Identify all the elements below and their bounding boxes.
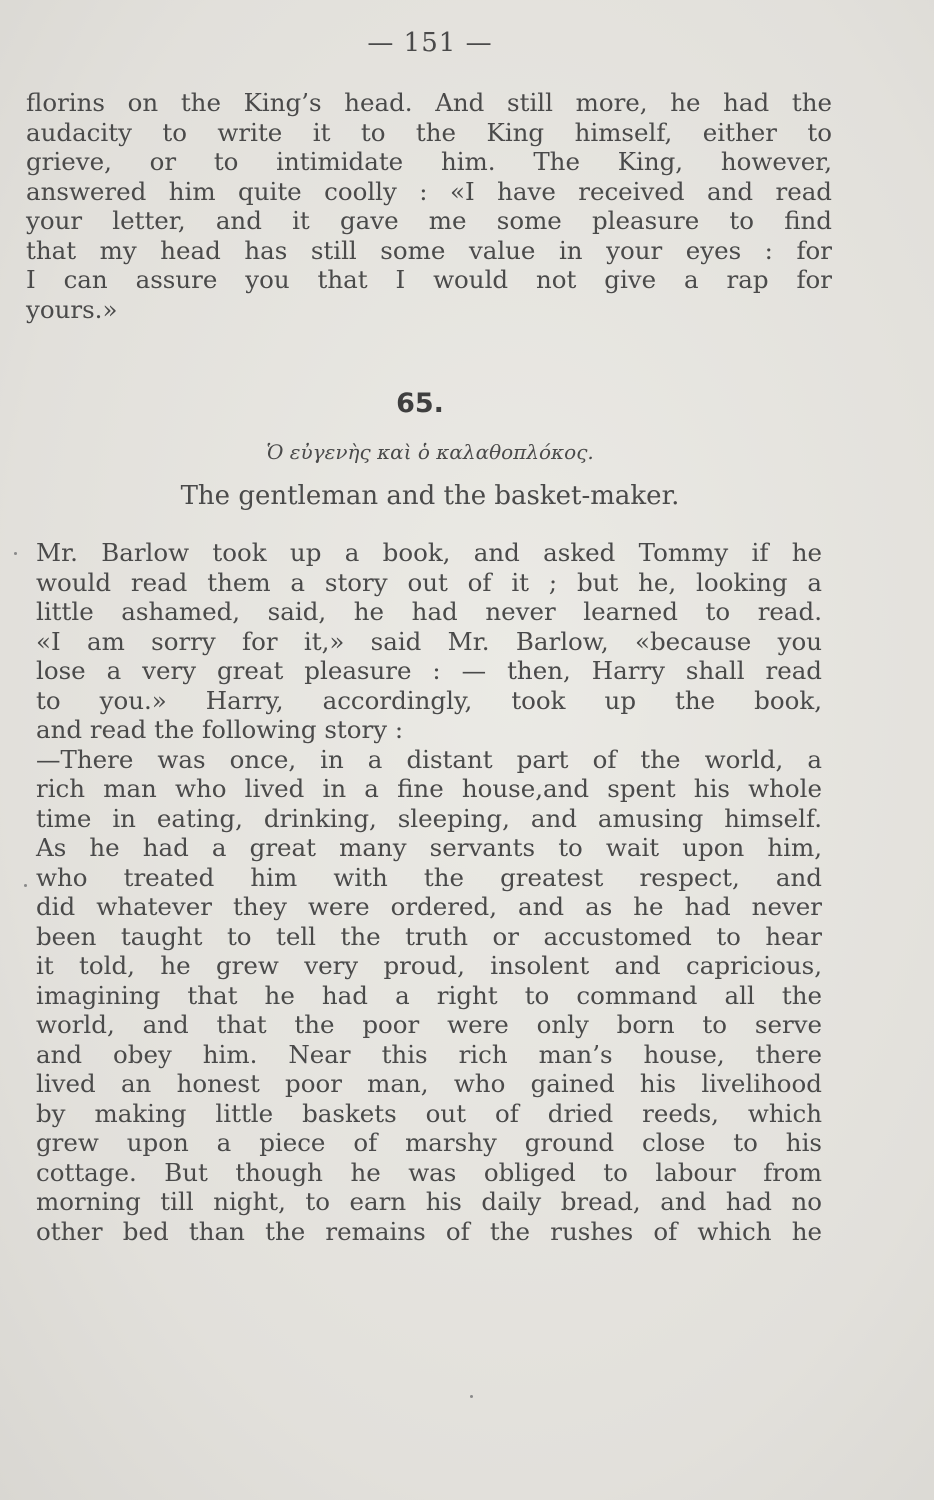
text-line: little ashamed, said, he had never learned to read. — [36, 597, 822, 626]
ink-speck — [470, 1395, 473, 1398]
text-line: grew upon a piece of marshy ground close to his — [36, 1128, 822, 1157]
text-line: imagining that he had a right to command all the — [36, 980, 822, 1010]
text-line: and read the following story : — [36, 715, 404, 744]
text-line: florins on the King’s head. And still more, he had the — [26, 88, 832, 117]
text-line: it told, he grew very proud, insolent and capricious, — [36, 951, 822, 980]
text-line: time in eating, drinking, sleeping, and amusing himself. — [36, 803, 822, 833]
text-line: I can assure you that I would not give a rap for — [26, 265, 832, 294]
text-line: would read them a story out of it ; but he, looking a — [36, 567, 822, 597]
text-line: morning till night, to earn his daily bread, and had no — [36, 1187, 822, 1216]
text-line: who treated him with the greatest respect, and — [36, 862, 822, 892]
text-line: and obey him. Near this rich man’s house, there — [36, 1039, 822, 1069]
story-number: 65. — [396, 388, 444, 419]
text-line: —There was once, in a distant part of the world, a — [36, 744, 822, 774]
page-number: — 151 — — [367, 28, 493, 58]
text-line: that my head has still some value in your eyes : for — [26, 235, 832, 265]
ink-speck — [14, 552, 17, 555]
text-line: yours.» — [26, 294, 118, 324]
text-line: other bed than the remains of the rushes of which he — [36, 1216, 822, 1246]
english-title: The gentleman and the basket-maker. — [180, 481, 680, 511]
greek-title: Ὁ εὐγενὴς καὶ ὁ καλαθοπλόκος. — [266, 440, 594, 464]
ink-speck — [24, 884, 27, 887]
text-line: lose a very great pleasure : — then, Harry shall read — [36, 656, 822, 685]
text-line: lived an honest poor man, who gained his livelihood — [36, 1069, 822, 1098]
text-line: Mr. Barlow took up a book, and asked Tommy if he — [36, 538, 822, 567]
text-line: did whatever they were ordered, and as he had never — [36, 892, 822, 921]
text-line: As he had a great many servants to wait upon him, — [36, 833, 822, 862]
text-line: to you.» Harry, accordingly, took up the book, — [36, 685, 822, 715]
text-line: answered him quite coolly : «I have received and read — [26, 176, 832, 206]
intro-paragraph — [26, 88, 832, 324]
text-line: grieve, or to intimidate him. The King, however, — [26, 147, 832, 176]
story-text — [36, 538, 822, 1246]
text-line: your letter, and it gave me some pleasure to find — [26, 206, 832, 235]
text-line: been taught to tell the truth or accustomed to hear — [36, 921, 822, 951]
text-line: «I am sorry for it,» said Mr. Barlow, «because you — [36, 626, 822, 656]
text-line: audacity to write it to the King himself, either to — [26, 117, 832, 147]
text-line: cottage. But though he was obliged to labour from — [36, 1157, 822, 1187]
text-line: by making little baskets out of dried reeds, which — [36, 1098, 822, 1128]
text-line: world, and that the poor were only born to serve — [36, 1010, 822, 1039]
text-line: rich man who lived in a fine house,and spent his whole — [36, 774, 822, 803]
